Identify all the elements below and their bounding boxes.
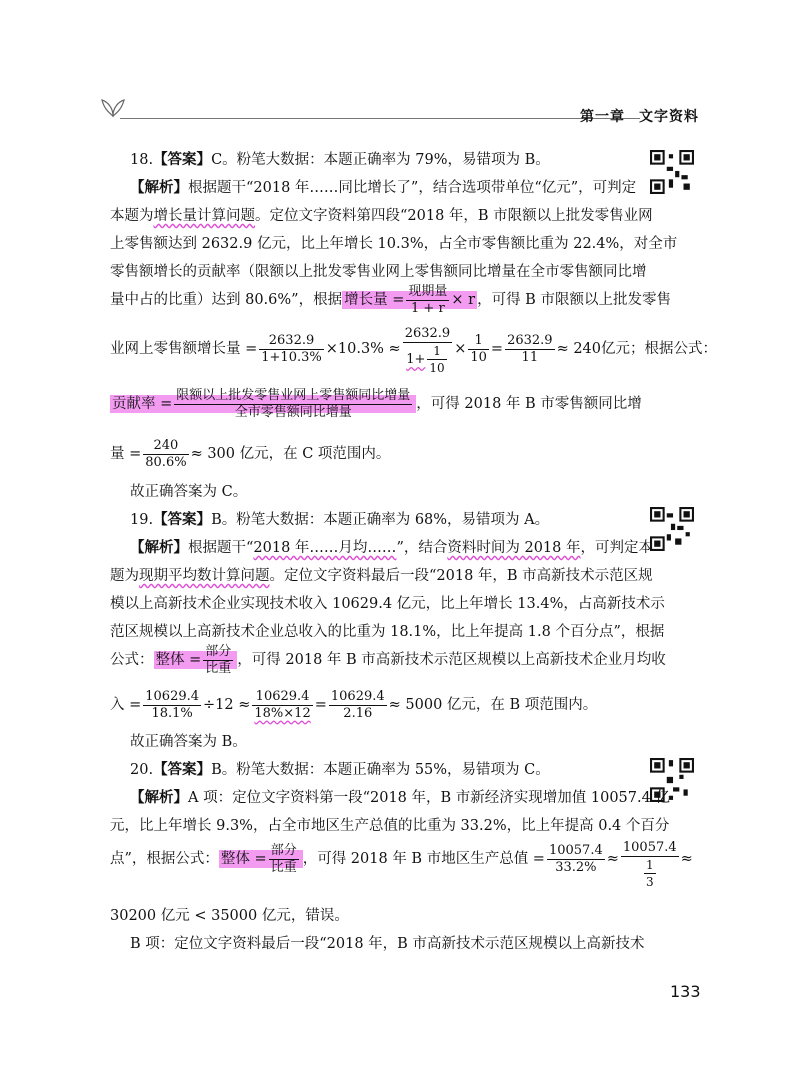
chapter-number: 第一章 (580, 109, 625, 125)
q19-formula-line: 公式： 整体 = $\frac{\text{部分}}{\text{比重}}$ ，可得 2018 年 B 市高新技术示范区规模以上高新技术企业月均收 (110, 643, 666, 676)
q18-text-line: 本题为增长量计算问题。定位文字资料第四段“2018 年，B 市限额以上批发零售业网 (110, 208, 653, 224)
q20-text-line: B 项：定位文字资料最后一段“2018 年，B 市高新技术示范区规模以上高新技术 (130, 936, 645, 952)
answer-label: 【答案】 (153, 762, 212, 778)
answer-label: 【答案】 (153, 152, 212, 168)
highlight-formula: 增长量 = $\frac{\text{现期量}}{1 + r}$ × r (344, 283, 476, 316)
q18-answer: 18.【答案】C。粉笔大数据：本题正确率为 79%，易错项为 B。 (130, 152, 550, 168)
q18-formula-line: 量 = $\frac{240}{80.6\%}$ ≈ 300 亿元，在 C 项范围内。 (110, 437, 391, 470)
q19-text-line: 范区规模以上高新技术企业总收入的比重为 18.1%，比上年提高 1.8 个百分点”，根据 (110, 624, 665, 640)
header-rule (120, 118, 640, 119)
qr-code-icon[interactable] (650, 507, 694, 551)
q19-answer: 19.【答案】B。粉笔大数据：本题正确率为 68%，易错项为 A。 (130, 512, 550, 528)
q20-text-line: 30200 亿元 < 35000 亿元，错误。 (110, 908, 349, 924)
q19-analysis-line: 【解析】根据题干“2018 年……月均……”，结合资料时间为 2018 年，可判定本 (130, 540, 653, 556)
page-number: 133 (670, 982, 701, 1001)
q18-formula-line: 业网上零售额增长量 = $\frac{2632.9}{1+10.3\%}$ ×10.3% ≈ 2632.9 1+ $\frac{1}{10}$ × $\frac{1}{10}$ = $\frac{2632.9}{11}$ ≈ 240亿元；根据公式： (110, 326, 718, 375)
q20-analysis-line: 【解析】A 项：定位文字资料第一段“2018 年，B 市新经济实现增加值 10057.4 亿 (130, 790, 670, 806)
qr-code-icon[interactable] (650, 150, 694, 194)
q18-text-line: 上零售额达到 2632.9 亿元，比上年增长 10.3%，占全市零售额比重为 22.4%，对全市 (110, 236, 678, 252)
highlight-formula: 整体 = $\frac{\text{部分}}{\text{比重}}$ (219, 850, 303, 868)
q20-formula-line: 点”，根据公式： 整体 = $\frac{\text{部分}}{\text{比重}}$ ，可得 2018 年 B 市地区生产总值 = $\frac{10057.4}{33.2\%}$ ≈ $\frac{10057.4}{\frac{1}{3}}$ ≈ (110, 840, 693, 889)
q19-formula-line: 入 = $\frac{10629.4}{18.1\%}$ ÷12 ≈ $\frac{10629.4}{18\%\times 12}$ = $\frac{10629.4}{2.16}$ ≈ 5000 亿元，在 B 项范围内。 (110, 688, 598, 721)
analysis-label: 【解析】 (130, 790, 188, 806)
analysis-label: 【解析】 (130, 180, 188, 196)
q20-answer: 20.【答案】B。粉笔大数据：本题正确率为 55%，易错项为 C。 (130, 762, 550, 778)
q19-text-line: 题为现期平均数计算问题。定位文字资料最后一段“2018 年，B 市高新技术示范区规 (110, 568, 653, 584)
q20-text-line: 元，比上年增长 9.3%，占全市地区生产总值的比重为 33.2%，比上年提高 0.4 个百分 (110, 818, 670, 834)
answer-label: 【答案】 (153, 512, 212, 528)
q18-formula-line: 量中占的比重）达到 80.6%”，根据 增长量 = $\frac{\text{现期量}}{1 + r}$ × r ，可得 B 市限额以上批发零售 (110, 283, 671, 316)
chapter-title: 文字资料 (639, 109, 699, 125)
q19-conclusion: 故正确答案为 B。 (130, 734, 247, 750)
highlight-formula: 整体 = $\frac{\text{部分}}{\text{比重}}$ (154, 651, 238, 669)
analysis-label: 【解析】 (130, 540, 188, 556)
leaf-icon (100, 96, 126, 118)
highlight-formula: 贡献率 = $\frac{\text{限额以上批发零售业网上零售额同比增量}}{\text{全市零售额同比增量}}$ (110, 395, 416, 413)
q18-conclusion: 故正确答案为 C。 (130, 484, 248, 500)
q18-formula-line: 贡献率 = $\frac{\text{限额以上批发零售业网上零售额同比增量}}{\text{全市零售额同比增量}}$ ，可得 2018 年 B 市零售额同比增 (112, 387, 642, 420)
chapter-header (580, 106, 699, 126)
q18-text-line: 零售额增长的贡献率（限额以上批发零售业网上零售额同比增量在全市零售额同比增 (110, 264, 647, 280)
q19-text-line: 模以上高新技术企业实现技术收入 10629.4 亿元，比上年增长 13.4%，占高新技术示 (110, 596, 665, 612)
q18-analysis-line: 【解析】根据题干“2018 年……同比增长了”，结合选项带单位“亿元”，可判定 (130, 180, 637, 196)
